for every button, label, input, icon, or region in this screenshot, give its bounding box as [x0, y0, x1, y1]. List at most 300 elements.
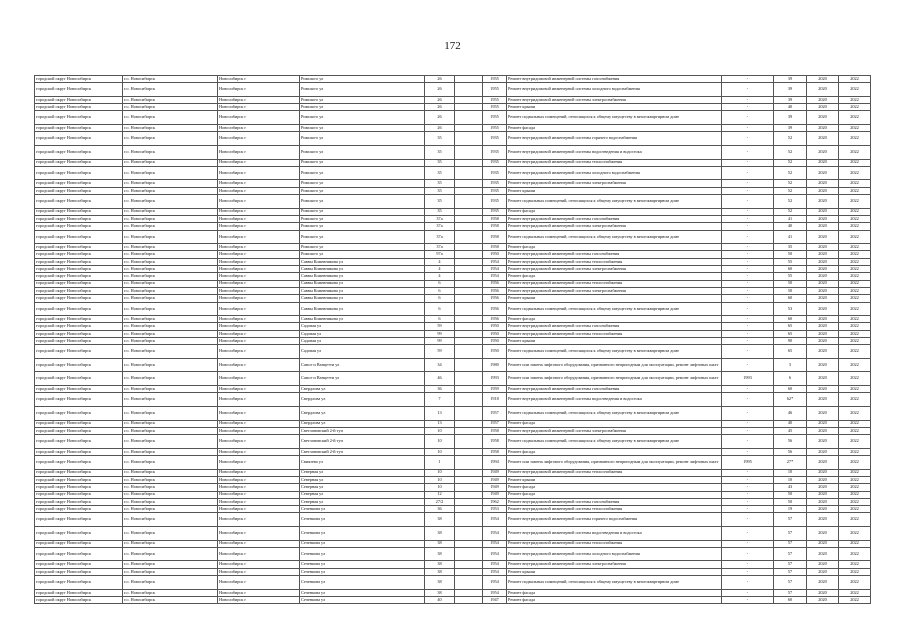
- district-cell: г.о. Новосибирск: [123, 180, 218, 187]
- year-built-cell: 1950: [483, 251, 507, 258]
- street-cell: Свиязева ул: [300, 456, 425, 470]
- municipality-cell: городской округ Новосибирск: [35, 561, 123, 568]
- street-cell: Саввы Кожевникова ул: [300, 316, 425, 323]
- district-cell: г.о. Новосибирск: [123, 527, 218, 541]
- street-cell: Римского ул: [300, 187, 425, 194]
- year-start-cell: 2020: [807, 337, 839, 344]
- table-body: [35, 76, 871, 604]
- year-end-cell: 2022: [839, 386, 871, 393]
- lift-year-cell: -: [722, 406, 774, 420]
- year-end-cell: 2022: [839, 358, 871, 372]
- table-row: [35, 491, 871, 498]
- year-built-cell: 1958: [483, 223, 507, 230]
- work-type-cell: Ремонт внутридомовой инженерной системы водоотведения и водостока: [507, 393, 722, 407]
- year-start-cell: 2020: [807, 506, 839, 513]
- house-cell: 10: [425, 476, 455, 483]
- percent-cell: 3: [774, 358, 807, 372]
- percent-cell: 52: [774, 187, 807, 194]
- year-end-cell: 2022: [839, 547, 871, 561]
- city-cell: Новосибирск г: [218, 484, 300, 491]
- year-end-cell: 2022: [839, 435, 871, 449]
- street-cell: Римского ул: [300, 215, 425, 222]
- city-cell: Новосибирск г: [218, 330, 300, 337]
- year-start-cell: 2020: [807, 561, 839, 568]
- house-cell: 26: [425, 83, 455, 97]
- year-start-cell: 2020: [807, 456, 839, 470]
- work-type-cell: Ремонт подвальных помещений, относящихся к общему имуществу в многоквартирном доме: [507, 195, 722, 209]
- lift-year-cell: -: [722, 287, 774, 294]
- year-start-cell: 2020: [807, 280, 839, 287]
- house-cell: 10: [425, 484, 455, 491]
- municipality-cell: городской округ Новосибирск: [35, 316, 123, 323]
- city-cell: Новосибирск г: [218, 187, 300, 194]
- city-cell: Новосибирск г: [218, 589, 300, 596]
- street-cell: Сеченкова ул: [300, 568, 425, 575]
- year-built-cell: 1994: [483, 456, 507, 470]
- street-cell: Сеченкова ул: [300, 589, 425, 596]
- table-row: [35, 76, 871, 83]
- work-type-cell: Ремонт фасада: [507, 448, 722, 455]
- work-type-cell: Ремонт внутридомовой инженерной системы электроснабжения: [507, 561, 722, 568]
- district-cell: г.о. Новосибирск: [123, 506, 218, 513]
- corpus-cell: [455, 596, 483, 603]
- house-cell: 37а: [425, 223, 455, 230]
- district-cell: г.о. Новосибирск: [123, 166, 218, 180]
- table-row: [35, 316, 871, 323]
- house-cell: 26: [425, 96, 455, 103]
- table-row: [35, 576, 871, 590]
- year-start-cell: 2020: [807, 145, 839, 159]
- work-type-cell: Ремонт внутридомовой инженерной системы газоснабжения: [507, 215, 722, 222]
- municipality-cell: городской округ Новосибирск: [35, 145, 123, 159]
- year-start-cell: 2020: [807, 180, 839, 187]
- district-cell: г.о. Новосибирск: [123, 316, 218, 323]
- city-cell: Новосибирск г: [218, 159, 300, 166]
- year-start-cell: 2020: [807, 448, 839, 455]
- percent-cell: 57: [774, 589, 807, 596]
- lift-year-cell: -: [722, 302, 774, 316]
- year-start-cell: 2020: [807, 435, 839, 449]
- house-cell: 10: [425, 427, 455, 434]
- lift-year-cell: -: [722, 215, 774, 222]
- house-cell: 35: [425, 132, 455, 146]
- year-built-cell: 1935: [483, 187, 507, 194]
- house-cell: 6: [425, 295, 455, 302]
- year-start-cell: 2020: [807, 476, 839, 483]
- year-end-cell: 2022: [839, 132, 871, 146]
- percent-cell: 50: [774, 491, 807, 498]
- district-cell: г.о. Новосибирск: [123, 96, 218, 103]
- corpus-cell: [455, 295, 483, 302]
- year-end-cell: 2022: [839, 145, 871, 159]
- house-cell: 26: [425, 76, 455, 83]
- street-cell: Сеченкова ул: [300, 540, 425, 547]
- city-cell: Новосибирск г: [218, 287, 300, 294]
- year-start-cell: 2020: [807, 589, 839, 596]
- year-end-cell: 2022: [839, 223, 871, 230]
- city-cell: Новосибирск г: [218, 506, 300, 513]
- lift-year-cell: -: [722, 223, 774, 230]
- table-row: [35, 273, 871, 280]
- district-cell: г.о. Новосибирск: [123, 427, 218, 434]
- municipality-cell: городской округ Новосибирск: [35, 323, 123, 330]
- corpus-cell: [455, 166, 483, 180]
- year-built-cell: 1949: [483, 484, 507, 491]
- lift-year-cell: 1993: [722, 372, 774, 386]
- year-built-cell: 1954: [483, 576, 507, 590]
- year-end-cell: 2022: [839, 498, 871, 505]
- year-end-cell: 2022: [839, 195, 871, 209]
- district-cell: г.о. Новосибирск: [123, 484, 218, 491]
- municipality-cell: городской округ Новосибирск: [35, 506, 123, 513]
- city-cell: Новосибирск г: [218, 427, 300, 434]
- year-start-cell: 2020: [807, 302, 839, 316]
- year-start-cell: 2020: [807, 420, 839, 427]
- work-type-cell: Ремонт фасада: [507, 244, 722, 251]
- percent-cell: 40: [774, 104, 807, 111]
- corpus-cell: [455, 568, 483, 575]
- district-cell: г.о. Новосибирск: [123, 230, 218, 244]
- house-cell: 1: [425, 456, 455, 470]
- work-type-cell: Ремонт крыши: [507, 187, 722, 194]
- lift-year-cell: -: [722, 125, 774, 132]
- work-type-cell: Ремонт внутридомовой инженерной системы холодного водоснабжения: [507, 166, 722, 180]
- work-type-cell: Ремонт внутридомовой инженерной системы газоснабжения: [507, 76, 722, 83]
- corpus-cell: [455, 125, 483, 132]
- city-cell: Новосибирск г: [218, 244, 300, 251]
- year-built-cell: 1954: [483, 266, 507, 273]
- work-type-cell: Ремонт внутридомовой инженерной системы теплоснабжения: [507, 506, 722, 513]
- city-cell: Новосибирск г: [218, 540, 300, 547]
- street-cell: Римского ул: [300, 159, 425, 166]
- percent-cell: 39: [774, 96, 807, 103]
- table-row: [35, 111, 871, 125]
- year-start-cell: 2020: [807, 372, 839, 386]
- house-cell: 59: [425, 323, 455, 330]
- year-built-cell: 1954: [483, 513, 507, 527]
- year-end-cell: 2022: [839, 506, 871, 513]
- table-row: [35, 125, 871, 132]
- year-end-cell: 2022: [839, 427, 871, 434]
- year-built-cell: 1954: [483, 273, 507, 280]
- corpus-cell: [455, 393, 483, 407]
- street-cell: Саввы Кожевникова ул: [300, 266, 425, 273]
- table-row: [35, 345, 871, 359]
- lift-year-cell: -: [722, 330, 774, 337]
- city-cell: Новосибирск г: [218, 251, 300, 258]
- year-built-cell: 1956: [483, 287, 507, 294]
- lift-year-cell: -: [722, 251, 774, 258]
- work-type-cell: Ремонт внутридомовой инженерной системы водоотведения и водостока: [507, 145, 722, 159]
- corpus-cell: [455, 244, 483, 251]
- percent-cell: 46: [774, 406, 807, 420]
- year-end-cell: 2022: [839, 393, 871, 407]
- work-type-cell: Ремонт внутридомовой инженерной системы теплоснабжения: [507, 159, 722, 166]
- corpus-cell: [455, 258, 483, 265]
- year-start-cell: 2020: [807, 513, 839, 527]
- year-end-cell: 2022: [839, 469, 871, 476]
- city-cell: Новосибирск г: [218, 491, 300, 498]
- street-cell: Римского ул: [300, 180, 425, 187]
- district-cell: г.о. Новосибирск: [123, 145, 218, 159]
- city-cell: Новосибирск г: [218, 513, 300, 527]
- work-type-cell: Ремонт внутридомовой инженерной системы холодного водоснабжения: [507, 547, 722, 561]
- street-cell: Сеченкова ул: [300, 561, 425, 568]
- year-built-cell: 1956: [483, 302, 507, 316]
- percent-cell: 57: [774, 527, 807, 541]
- year-start-cell: 2020: [807, 547, 839, 561]
- street-cell: Северная ул: [300, 491, 425, 498]
- street-cell: Сеченкова ул: [300, 506, 425, 513]
- lift-year-cell: -: [722, 561, 774, 568]
- district-cell: г.о. Новосибирск: [123, 345, 218, 359]
- district-cell: г.о. Новосибирск: [123, 266, 218, 273]
- house-cell: 99: [425, 337, 455, 344]
- corpus-cell: [455, 435, 483, 449]
- municipality-cell: городской округ Новосибирск: [35, 337, 123, 344]
- year-built-cell: 1957: [483, 420, 507, 427]
- table-row: [35, 302, 871, 316]
- year-built-cell: 1935: [483, 159, 507, 166]
- year-built-cell: 1958: [483, 427, 507, 434]
- corpus-cell: [455, 223, 483, 230]
- corpus-cell: [455, 420, 483, 427]
- table-row: [35, 104, 871, 111]
- year-start-cell: 2020: [807, 83, 839, 97]
- city-cell: Новосибирск г: [218, 393, 300, 407]
- city-cell: Новосибирск г: [218, 266, 300, 273]
- lift-year-cell: -: [722, 540, 774, 547]
- year-built-cell: 1950: [483, 330, 507, 337]
- district-cell: г.о. Новосибирск: [123, 337, 218, 344]
- lift-year-cell: -: [722, 159, 774, 166]
- municipality-cell: городской округ Новосибирск: [35, 435, 123, 449]
- corpus-cell: [455, 506, 483, 513]
- corpus-cell: [455, 208, 483, 215]
- year-start-cell: 2020: [807, 132, 839, 146]
- work-type-cell: Ремонт внутридомовой инженерной системы теплоснабжения: [507, 330, 722, 337]
- street-cell: Римского ул: [300, 83, 425, 97]
- house-cell: 35: [425, 208, 455, 215]
- percent-cell: 50: [774, 280, 807, 287]
- percent-cell: 60: [774, 266, 807, 273]
- year-start-cell: 2020: [807, 386, 839, 393]
- municipality-cell: городской округ Новосибирск: [35, 208, 123, 215]
- year-built-cell: 1958: [483, 215, 507, 222]
- corpus-cell: [455, 187, 483, 194]
- street-cell: Садовая ул: [300, 330, 425, 337]
- house-cell: 34: [425, 358, 455, 372]
- percent-cell: 50: [774, 498, 807, 505]
- municipality-cell: городской округ Новосибирск: [35, 372, 123, 386]
- street-cell: Саввы Кожевникова ул: [300, 273, 425, 280]
- lift-year-cell: -: [722, 295, 774, 302]
- lift-year-cell: -: [722, 273, 774, 280]
- table-row: [35, 215, 871, 222]
- percent-cell: 56: [774, 448, 807, 455]
- street-cell: Римского ул: [300, 195, 425, 209]
- city-cell: Новосибирск г: [218, 166, 300, 180]
- house-cell: 35: [425, 180, 455, 187]
- year-start-cell: 2020: [807, 358, 839, 372]
- corpus-cell: [455, 323, 483, 330]
- district-cell: г.о. Новосибирск: [123, 596, 218, 603]
- city-cell: Новосибирск г: [218, 576, 300, 590]
- district-cell: г.о. Новосибирск: [123, 195, 218, 209]
- district-cell: г.о. Новосибирск: [123, 244, 218, 251]
- city-cell: Новосибирск г: [218, 215, 300, 222]
- lift-year-cell: -: [722, 527, 774, 541]
- district-cell: г.о. Новосибирск: [123, 125, 218, 132]
- municipality-cell: городской округ Новосибирск: [35, 386, 123, 393]
- municipality-cell: городской округ Новосибирск: [35, 195, 123, 209]
- corpus-cell: [455, 195, 483, 209]
- corpus-cell: [455, 576, 483, 590]
- district-cell: г.о. Новосибирск: [123, 513, 218, 527]
- table-row: [35, 596, 871, 603]
- year-end-cell: 2022: [839, 187, 871, 194]
- house-cell: 35: [425, 159, 455, 166]
- house-cell: 6: [425, 280, 455, 287]
- municipality-cell: городской округ Новосибирск: [35, 287, 123, 294]
- house-cell: 37а: [425, 230, 455, 244]
- city-cell: Новосибирск г: [218, 547, 300, 561]
- city-cell: Новосибирск г: [218, 420, 300, 427]
- year-built-cell: 1955: [483, 83, 507, 97]
- street-cell: Свердлова ул: [300, 420, 425, 427]
- street-cell: Саввы Кожевникова ул: [300, 295, 425, 302]
- city-cell: Новосибирск г: [218, 280, 300, 287]
- work-type-cell: Ремонт или замена лифтового оборудования, признанного непригодным для эксплуатации, ремонт лифтовых шахт: [507, 372, 722, 386]
- work-type-cell: Ремонт внутридомовой инженерной системы горячего водоснабжения: [507, 513, 722, 527]
- year-built-cell: 1955: [483, 111, 507, 125]
- city-cell: Новосибирск г: [218, 476, 300, 483]
- table-row: [35, 337, 871, 344]
- street-cell: Римского ул: [300, 223, 425, 230]
- year-start-cell: 2020: [807, 427, 839, 434]
- work-type-cell: Ремонт внутридомовой инженерной системы электроснабжения: [507, 96, 722, 103]
- table-row: [35, 386, 871, 393]
- street-cell: Саввы Кожевникова ул: [300, 258, 425, 265]
- work-type-cell: Ремонт внутридомовой инженерной системы газоснабжения: [507, 323, 722, 330]
- district-cell: г.о. Новосибирск: [123, 215, 218, 222]
- work-type-cell: Ремонт фасада: [507, 596, 722, 603]
- percent-cell: 10: [774, 476, 807, 483]
- work-type-cell: Ремонт или замена лифтового оборудования, признанного непригодным для эксплуатации, ремонт лифтовых шахт: [507, 456, 722, 470]
- district-cell: г.о. Новосибирск: [123, 589, 218, 596]
- table-row: [35, 258, 871, 265]
- percent-cell: 19: [774, 506, 807, 513]
- year-end-cell: 2022: [839, 230, 871, 244]
- table-row: [35, 513, 871, 527]
- year-start-cell: 2020: [807, 527, 839, 541]
- year-start-cell: 2020: [807, 596, 839, 603]
- year-built-cell: 1954: [483, 258, 507, 265]
- lift-year-cell: -: [722, 358, 774, 372]
- district-cell: г.о. Новосибирск: [123, 476, 218, 483]
- work-type-cell: Ремонт подвальных помещений, относящихся к общему имуществу в многоквартирном доме: [507, 111, 722, 125]
- percent-cell: 65: [774, 323, 807, 330]
- street-cell: Саввы Кожевникова ул: [300, 287, 425, 294]
- year-start-cell: 2020: [807, 316, 839, 323]
- year-end-cell: 2022: [839, 527, 871, 541]
- street-cell: Самсе и Ванцетти ул: [300, 358, 425, 372]
- year-start-cell: 2020: [807, 295, 839, 302]
- year-built-cell: 1935: [483, 180, 507, 187]
- district-cell: г.о. Новосибирск: [123, 104, 218, 111]
- year-start-cell: 2020: [807, 104, 839, 111]
- corpus-cell: [455, 540, 483, 547]
- work-type-cell: Ремонт внутридомовой инженерной системы водоотведения и водостока: [507, 527, 722, 541]
- corpus-cell: [455, 386, 483, 393]
- lift-year-cell: -: [722, 316, 774, 323]
- municipality-cell: городской округ Новосибирск: [35, 187, 123, 194]
- lift-year-cell: -: [722, 195, 774, 209]
- municipality-cell: городской округ Новосибирск: [35, 568, 123, 575]
- corpus-cell: [455, 287, 483, 294]
- year-start-cell: 2020: [807, 576, 839, 590]
- municipality-cell: городской округ Новосибирск: [35, 345, 123, 359]
- district-cell: г.о. Новосибирск: [123, 568, 218, 575]
- corpus-cell: [455, 273, 483, 280]
- house-cell: 38: [425, 561, 455, 568]
- house-cell: 12: [425, 491, 455, 498]
- percent-cell: 55: [774, 258, 807, 265]
- municipality-cell: городской округ Новосибирск: [35, 420, 123, 427]
- table-row: [35, 506, 871, 513]
- corpus-cell: [455, 589, 483, 596]
- table-row: [35, 295, 871, 302]
- lift-year-cell: -: [722, 386, 774, 393]
- year-built-cell: 1955: [483, 104, 507, 111]
- corpus-cell: [455, 180, 483, 187]
- table-row: [35, 96, 871, 103]
- table-row: [35, 132, 871, 146]
- percent-cell: 6: [774, 372, 807, 386]
- lift-year-cell: -: [722, 145, 774, 159]
- municipality-cell: городской округ Новосибирск: [35, 111, 123, 125]
- lift-year-cell: -: [722, 469, 774, 476]
- table-row: [35, 187, 871, 194]
- work-type-cell: Ремонт внутридомовой инженерной системы газоснабжения: [507, 251, 722, 258]
- percent-cell: 90: [774, 337, 807, 344]
- city-cell: Новосибирск г: [218, 180, 300, 187]
- lift-year-cell: -: [722, 180, 774, 187]
- year-end-cell: 2022: [839, 484, 871, 491]
- lift-year-cell: -: [722, 568, 774, 575]
- street-cell: Римского ул: [300, 125, 425, 132]
- work-type-cell: Ремонт фасада: [507, 491, 722, 498]
- percent-cell: 52: [774, 166, 807, 180]
- table-row: [35, 195, 871, 209]
- city-cell: Новосибирск г: [218, 358, 300, 372]
- percent-cell: 10: [774, 469, 807, 476]
- year-built-cell: 1954: [483, 540, 507, 547]
- district-cell: г.о. Новосибирск: [123, 323, 218, 330]
- work-type-cell: Ремонт внутридомовой инженерной системы электроснабжения: [507, 180, 722, 187]
- year-start-cell: 2020: [807, 125, 839, 132]
- year-end-cell: 2022: [839, 316, 871, 323]
- work-type-cell: Ремонт внутридомовой инженерной системы теплоснабжения: [507, 540, 722, 547]
- municipality-cell: городской округ Новосибирск: [35, 159, 123, 166]
- lift-year-cell: -: [722, 258, 774, 265]
- lift-year-cell: -: [722, 448, 774, 455]
- house-cell: 35: [425, 166, 455, 180]
- work-type-cell: Ремонт внутридомовой инженерной системы электроснабжения: [507, 223, 722, 230]
- year-built-cell: 1955: [483, 76, 507, 83]
- city-cell: Новосибирск г: [218, 323, 300, 330]
- corpus-cell: [455, 96, 483, 103]
